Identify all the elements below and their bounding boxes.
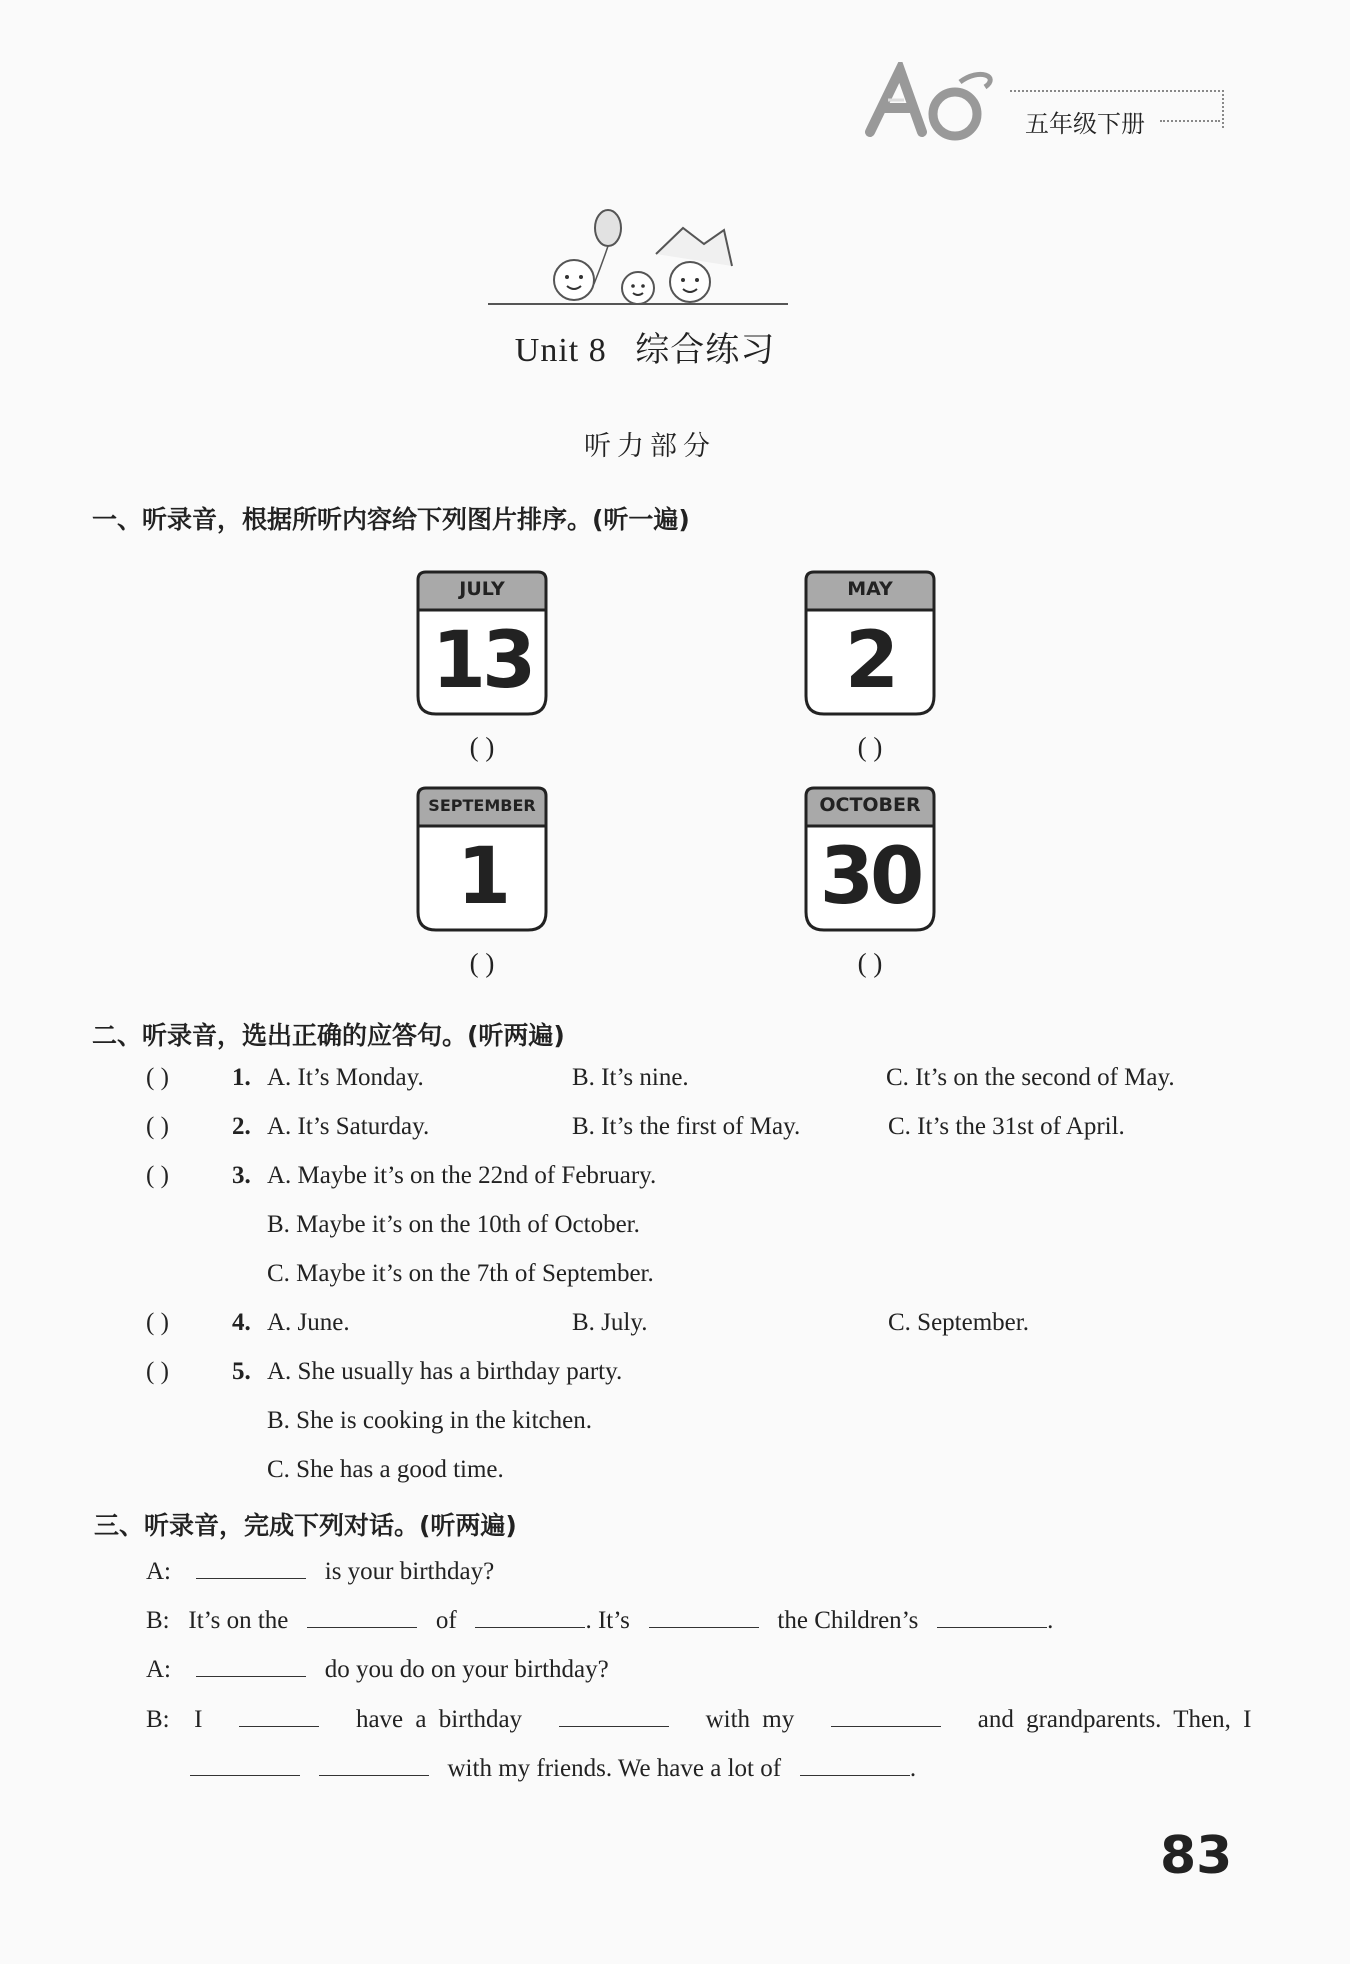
- calendar-month: SEPTEMBER: [428, 796, 536, 815]
- option-a: A. It’s Saturday.: [267, 1113, 430, 1140]
- answer-paren[interactable]: ( ): [146, 1064, 169, 1091]
- calendar-september-1: [416, 786, 548, 934]
- dialogue-text: .: [1047, 1607, 1054, 1634]
- fill-blank[interactable]: [307, 1603, 417, 1628]
- fill-blank[interactable]: [190, 1751, 300, 1776]
- grade-label: 五年级下册: [1025, 110, 1145, 138]
- series-logo-icon: [860, 62, 1010, 142]
- fill-blank[interactable]: [196, 1554, 306, 1579]
- dialogue-text: with my: [705, 1706, 795, 1733]
- dialogue-line-3: [146, 1652, 609, 1684]
- part2-title: 二、听录音，选出正确的应答句。(听两遍): [92, 1021, 565, 1050]
- dialogue-line-1: [146, 1554, 494, 1586]
- question-number: 5.: [232, 1358, 251, 1385]
- calendar-day: 30: [819, 832, 921, 922]
- dialogue-text: have a birthday: [355, 1706, 523, 1733]
- dialogue-text: . It’s: [585, 1607, 630, 1634]
- dialogue-line-5: [190, 1751, 916, 1783]
- option-c: C. She has a good time.: [267, 1456, 504, 1483]
- calendar-month: OCTOBER: [819, 794, 921, 816]
- option-b: B. She is cooking in the kitchen.: [267, 1407, 592, 1434]
- option-c: C. September.: [888, 1309, 1029, 1336]
- dialogue-text: the Children’s: [777, 1607, 919, 1634]
- dialogue-text: I: [194, 1706, 203, 1733]
- dialogue-text: It’s on the: [188, 1607, 289, 1634]
- fill-blank[interactable]: [475, 1603, 585, 1628]
- answer-paren[interactable]: ( ): [146, 1358, 169, 1385]
- answer-paren[interactable]: ( ): [469, 948, 495, 978]
- dialogue-text: .: [909, 1755, 917, 1782]
- question-number: 2.: [232, 1113, 251, 1140]
- section-heading: 听力部分: [584, 431, 716, 461]
- speaker-b: B:: [146, 1706, 170, 1733]
- page-number: 83: [1160, 1826, 1233, 1886]
- answer-paren[interactable]: ( ): [469, 732, 495, 762]
- calendar-month: MAY: [847, 578, 893, 600]
- answer-paren[interactable]: ( ): [857, 732, 883, 762]
- calendar-july-13: [416, 570, 548, 718]
- fill-blank[interactable]: [831, 1702, 941, 1727]
- fill-blank[interactable]: [649, 1603, 759, 1628]
- unit-topic: 综合练习: [635, 332, 776, 369]
- option-c: C. It’s on the second of May.: [886, 1064, 1175, 1091]
- answer-paren[interactable]: ( ): [146, 1309, 169, 1336]
- fill-blank[interactable]: [239, 1702, 319, 1727]
- speaker-b: B:: [146, 1607, 170, 1634]
- option-b: B. It’s nine.: [572, 1064, 689, 1091]
- dialogue-line-4: [146, 1702, 1251, 1734]
- answer-paren[interactable]: ( ): [146, 1162, 169, 1189]
- fill-blank[interactable]: [800, 1751, 910, 1776]
- grade-dots: [1160, 120, 1220, 122]
- speaker-a: A:: [146, 1558, 171, 1585]
- part3-title: 三、听录音，完成下列对话。(听两遍): [94, 1511, 517, 1540]
- calendar-month: JULY: [459, 578, 505, 600]
- part1-title: 一、听录音，根据所听内容给下列图片排序。(听一遍): [92, 505, 690, 534]
- dialogue-text: do you do on your birthday?: [324, 1656, 609, 1683]
- children-illustration: [488, 200, 788, 312]
- dialogue-line-2: [146, 1603, 1053, 1635]
- answer-paren[interactable]: ( ): [857, 948, 883, 978]
- calendar-may-2: [804, 570, 936, 718]
- option-b: B. July.: [572, 1309, 648, 1336]
- calendar-day: 1: [456, 832, 508, 922]
- option-c: C. Maybe it’s on the 7th of September.: [267, 1260, 654, 1287]
- calendar-day: 2: [844, 616, 896, 706]
- option-b: B. Maybe it’s on the 10th of October.: [267, 1211, 640, 1238]
- option-a: A. She usually has a birthday party.: [267, 1358, 623, 1385]
- dialogue-text: is your birthday?: [324, 1558, 495, 1585]
- question-number: 1.: [232, 1064, 251, 1091]
- answer-paren[interactable]: ( ): [146, 1113, 169, 1140]
- calendar-october-30: [804, 786, 936, 934]
- unit-number: Unit 8: [514, 332, 607, 369]
- fill-blank[interactable]: [196, 1652, 306, 1677]
- dialogue-text: and grandparents. Then, I: [977, 1706, 1252, 1733]
- option-b: B. It’s the first of May.: [572, 1113, 801, 1140]
- fill-blank[interactable]: [559, 1702, 669, 1727]
- dialogue-text: of: [435, 1607, 457, 1634]
- option-a: A. Maybe it’s on the 22nd of February.: [267, 1162, 657, 1189]
- question-number: 4.: [232, 1309, 251, 1336]
- question-number: 3.: [232, 1162, 251, 1189]
- speaker-a: A:: [146, 1656, 171, 1683]
- unit-title: [0, 322, 1290, 371]
- calendar-day: 13: [431, 616, 533, 706]
- fill-blank[interactable]: [319, 1751, 429, 1776]
- option-a: A. June.: [267, 1309, 350, 1336]
- option-c: C. It’s the 31st of April.: [888, 1113, 1125, 1140]
- option-a: A. It’s Monday.: [267, 1064, 424, 1091]
- fill-blank[interactable]: [937, 1603, 1047, 1628]
- dialogue-text: with my friends. We have a lot of: [447, 1755, 782, 1782]
